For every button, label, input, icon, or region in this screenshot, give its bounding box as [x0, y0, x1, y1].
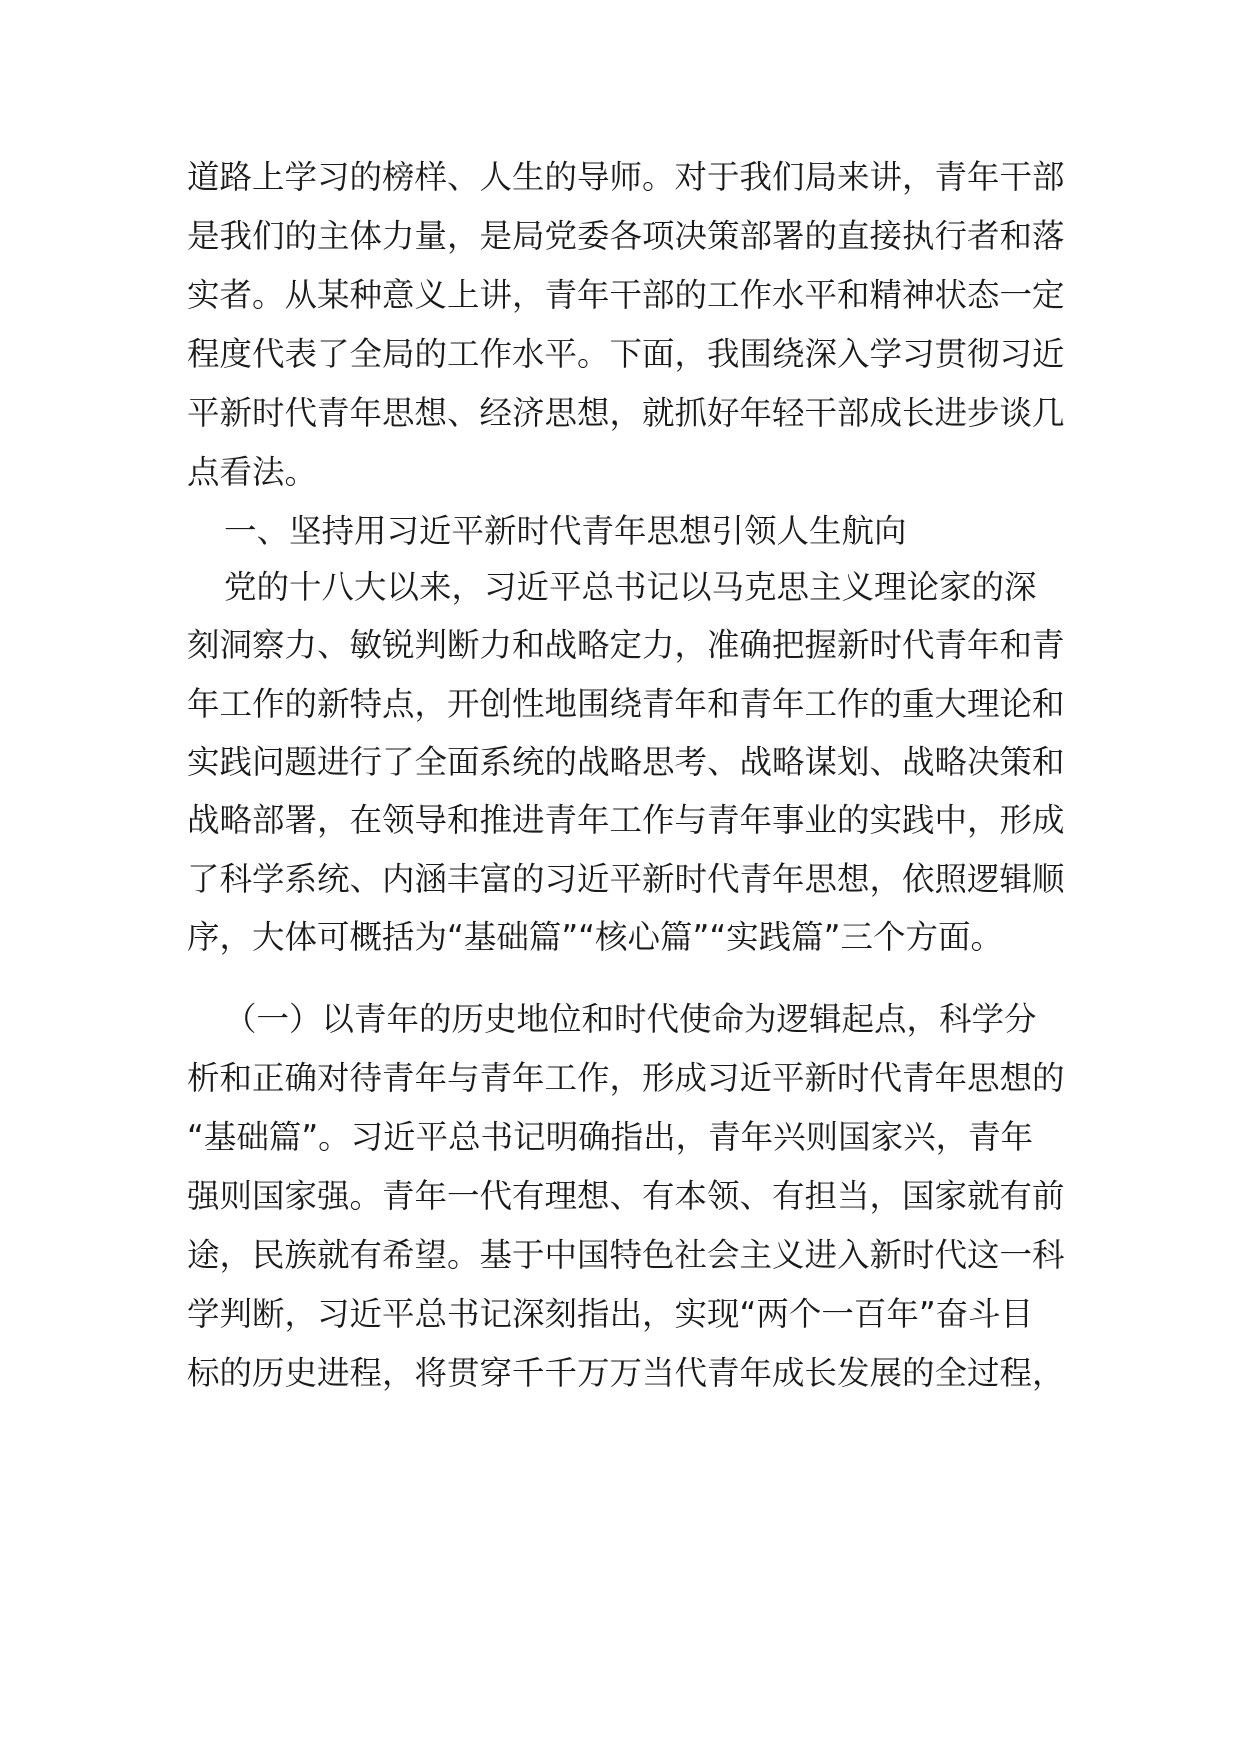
body-text-line: 党的十八大以来，习近平总书记以马克思主义理论家的深	[224, 568, 1037, 606]
body-text-line: 刻洞察力、敏锐判断力和战略定力，准确把握新时代青年和青	[187, 626, 1065, 664]
body-text-line: “基础篇”。习近平总书记明确指出，青年兴则国家兴，青年	[187, 1118, 1034, 1156]
body-text-line: 道路上学习的榜样、人生的导师。对于我们局来讲，青年干部	[187, 158, 1065, 196]
body-text-line: 平新时代青年思想、经济思想，就抓好年轻干部成长进步谈几	[187, 394, 1065, 432]
body-text-line: 强则国家强。青年一代有理想、有本领、有担当，国家就有前	[187, 1177, 1065, 1215]
body-text-line: 了科学系统、内涵丰富的习近平新时代青年思想，依照逻辑顺	[187, 860, 1065, 898]
body-text-line: 学判断，习近平总书记深刻指出，实现“两个一百年”奋斗目	[187, 1295, 1034, 1333]
body-text-line: 年工作的新特点，开创性地围绕青年和青年工作的重大理论和	[187, 685, 1065, 723]
body-text-line: 标的历史进程，将贯穿千千万万当代青年成长发展的全过程，	[187, 1354, 1065, 1392]
body-text-line: 途，民族就有希望。基于中国特色社会主义进入新时代这一科	[187, 1236, 1065, 1274]
body-text-line: 序，大体可概括为“基础篇”“核心篇”“实践篇”三个方面。	[187, 918, 1004, 956]
body-text-line: 程度代表了全局的工作水平。下面，我围绕深入学习贯彻习近	[187, 335, 1065, 373]
body-text-line: 实者。从某种意义上讲，青年干部的工作水平和精神状态一定	[187, 276, 1065, 314]
section-heading: 一、坚持用习近平新时代青年思想引领人生航向	[224, 512, 907, 550]
body-text-line: 点看法。	[187, 453, 318, 491]
body-text-line: 战略部署，在领导和推进青年工作与青年事业的实践中，形成	[187, 801, 1065, 839]
body-text-line: 是我们的主体力量，是局党委各项决策部署的直接执行者和落	[187, 217, 1065, 255]
body-text-line: 实践问题进行了全面系统的战略思考、战略谋划、战略决策和	[187, 743, 1065, 781]
body-text-line: 析和正确对待青年与青年工作，形成习近平新时代青年思想的	[187, 1059, 1065, 1097]
subsection-heading: （一）以青年的历史地位和时代使命为逻辑起点，科学分	[224, 1000, 1037, 1038]
